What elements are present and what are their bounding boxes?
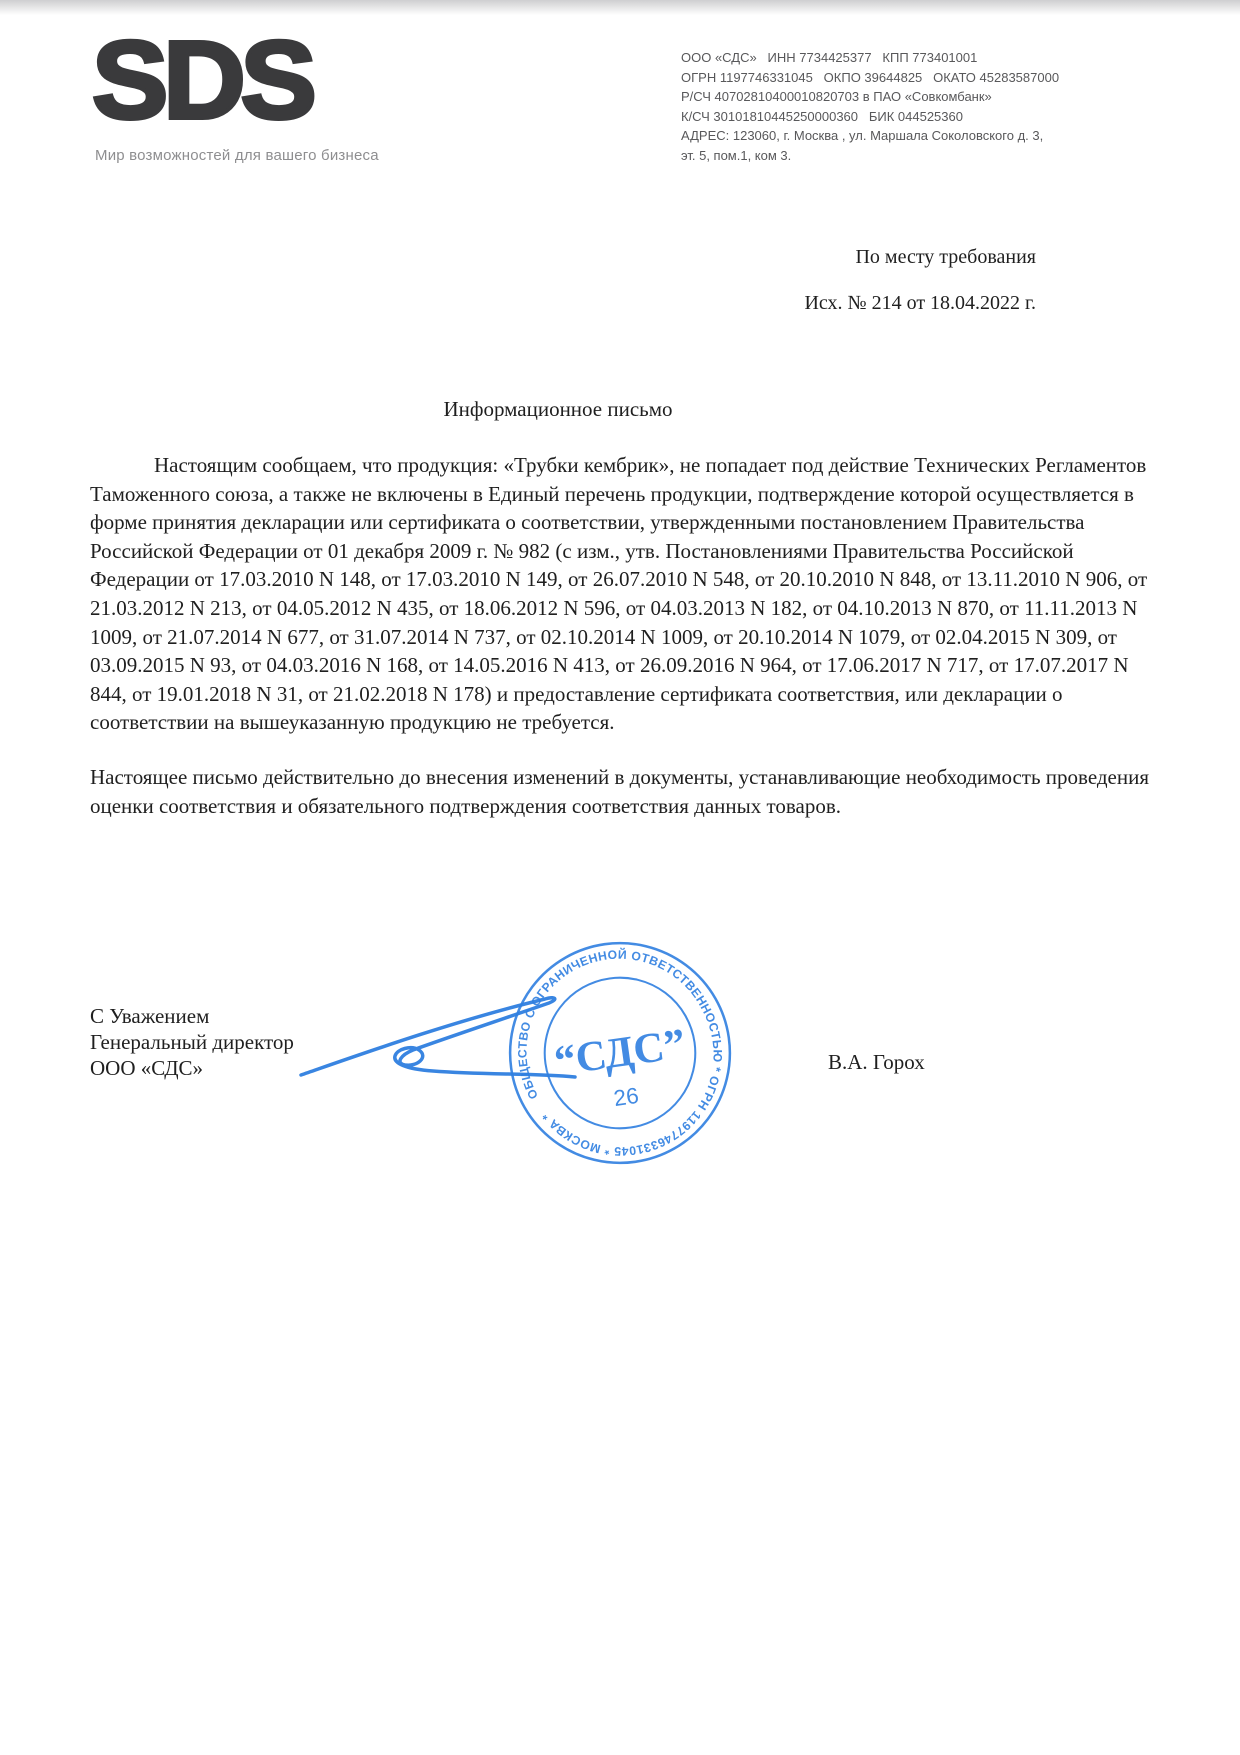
- company-detail-line: ОГРН 1197746331045 ОКПО 39644825 ОКАТО 45283587000: [681, 69, 1060, 85]
- signoff-respect-line: С Уважением: [90, 1004, 210, 1028]
- company-detail-line: эт. 5, пом.1, ком 3.: [681, 147, 792, 163]
- paragraph-validity: Настоящее письмо действительно до внесения изменений в документы, устанавливающие необходимость проведения оценки соответствия и обязательного подтверждения соответствия данных товаров.: [90, 764, 1150, 818]
- outgoing-ref-line: Исх. № 214 от 18.04.2022 г.: [804, 292, 1036, 314]
- stamp-center-text: “СДС”: [551, 1020, 689, 1086]
- signoff-position-line: Генеральный директор: [90, 1030, 294, 1054]
- company-tagline: Мир возможностей для вашего бизнеса: [95, 147, 379, 164]
- letter-body: [90, 451, 1154, 820]
- paragraph-main: Настоящим сообщаем, что продукция: «Трубки кембрик», не попадает под действие Технических Регламентов Таможенного союза, а также не включены в Единый перечень продукции, подтверждение которой осуществляется в форме принятия декларации или сертификата о соответствии, утвержденными постановлением Правительства Российской Федерации от 01 декабря 2009 г. № 982 (с изм., утв. Постановлениями Правительства Российской Федерации от 17.03.2010 N 148, от 17.03.2010 N 149, от 26.07.2010 N 548, от 20.10.2010 N 848, от 13.11.2010 N 906, от 21.03.2012 N 213, от 04.05.2012 N 435, от 18.06.2012 N 596, от 04.03.2013 N 182, от 04.10.2013 N 870, от 11.11.2013 N 1009, от 21.07.2014 N 677, от 31.07.2014 N 737, от 02.10.2014 N 1009, от 20.10.2014 N 1079, от 02.04.2015 N 309, от 03.09.2015 N 93, от 04.03.2016 N 168, от 14.05.2016 N 413, от 26.09.2016 N 964, от 17.06.2017 N 717, от 17.07.2017 N 844, от 19.01.2018 N 31, от 21.02.2018 N 178) и предоставление сертификата соответствия, или декларации о соответствии на вышеуказанную продукцию не требуется.: [90, 453, 1148, 735]
- stamp-ring-text: ОБЩЕСТВО С ОГРАНИЧЕННОЙ ОТВЕТСТВЕННОСТЬЮ * ОГРН 1197746331045 * МОСКВА *: [515, 947, 725, 1159]
- signature-block: [90, 1003, 294, 1081]
- company-logo: SDS: [92, 19, 312, 142]
- company-detail-line: К/СЧ 30101810445250000360 БИК 044525360: [681, 108, 963, 124]
- stamp-number: 26: [612, 1082, 641, 1112]
- letter-title: Информационное письмо: [443, 397, 673, 421]
- company-detail-line: Р/СЧ 40702810400010820703 в ПАО «Совкомбанк»: [681, 89, 992, 104]
- company-detail-line: АДРЕС: 123060, г. Москва , ул. Маршала Соколовского д. 3,: [681, 128, 1044, 143]
- company-details: [681, 48, 1059, 165]
- company-detail-line: ООО «СДС» ИНН 7734425377 КПП 773401001: [681, 50, 978, 65]
- signoff-company-line: ООО «СДС»: [90, 1056, 204, 1080]
- recipient-line: По месту требования: [855, 246, 1036, 268]
- signer-name: В.А. Горох: [828, 1050, 925, 1074]
- scan-edge-shadow: [0, 0, 1240, 15]
- company-stamp: [488, 921, 752, 1185]
